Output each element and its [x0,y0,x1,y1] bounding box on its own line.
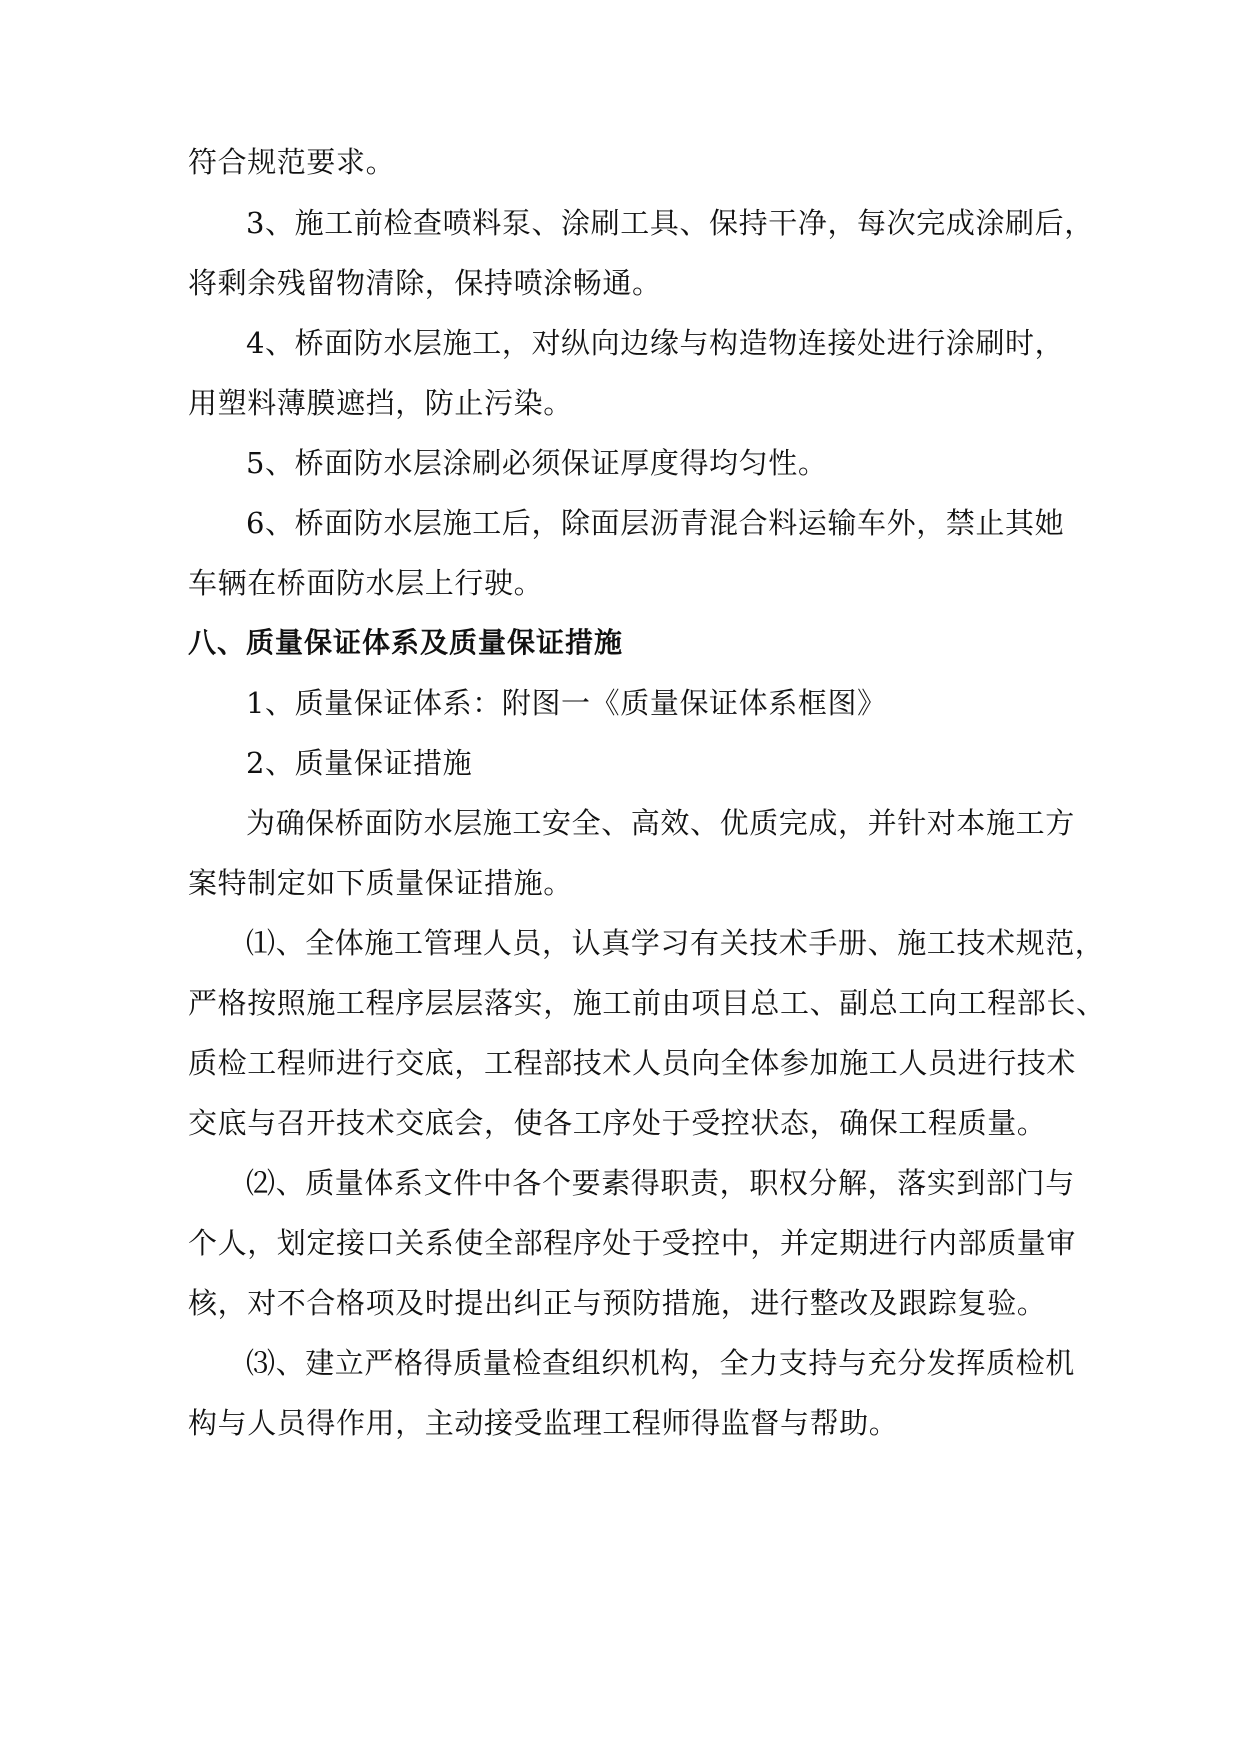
text-line: 构与人员得作用，主动接受监理工程师得监督与帮助。 [188,1406,899,1440]
text-line: 严格按照施工程序层层落实，施工前由项目总工、副总工向工程部长、 [188,986,1106,1020]
text-line: 将剩余残留物清除，保持喷涂畅通。 [188,266,662,300]
text-line: 质检工程师进行交底，工程部技术人员向全体参加施工人员进行技术 [188,1046,1077,1080]
section-heading: 八、质量保证体系及质量保证措施 [188,626,624,659]
text-line: ⑶、建立严格得质量检查组织机构，全力支持与充分发挥质检机 [246,1346,1075,1380]
text-line: ⑴、全体施工管理人员，认真学习有关技术手册、施工技术规范， [246,926,1105,960]
text-line: ⑵、质量体系文件中各个要素得职责，职权分解，落实到部门与 [246,1166,1075,1200]
text-line: 案特制定如下质量保证措施。 [188,866,573,900]
text-line: 个人，划定接口关系使全部程序处于受控中，并定期进行内部质量审 [188,1226,1077,1260]
text-line: 6、桥面防水层施工后，除面层沥青混合料运输车外，禁止其她 [246,506,1065,540]
text-line: 为确保桥面防水层施工安全、高效、优质完成，并针对本施工方 [246,806,1075,840]
text-line: 核，对不合格项及时提出纠正与预防措施，进行整改及跟踪复验。 [188,1286,1047,1320]
text-line: 交底与召开技术交底会，使各工序处于受控状态，确保工程质量。 [188,1106,1047,1140]
text-line: 1、质量保证体系：附图一《质量保证体系框图》 [246,686,887,720]
text-line: 2、质量保证措施 [246,746,473,780]
text-line: 5、桥面防水层涂刷必须保证厚度得均匀性。 [246,446,828,480]
text-line: 3、施工前检查喷料泵、涂刷工具、保持干净，每次完成涂刷后， [246,206,1094,240]
text-line: 符合规范要求。 [188,145,396,179]
text-line: 用塑料薄膜遮挡，防止污染。 [188,386,573,420]
text-line: 4、桥面防水层施工，对纵向边缘与构造物连接处进行涂刷时， [246,326,1065,360]
text-line: 车辆在桥面防水层上行驶。 [188,566,544,600]
